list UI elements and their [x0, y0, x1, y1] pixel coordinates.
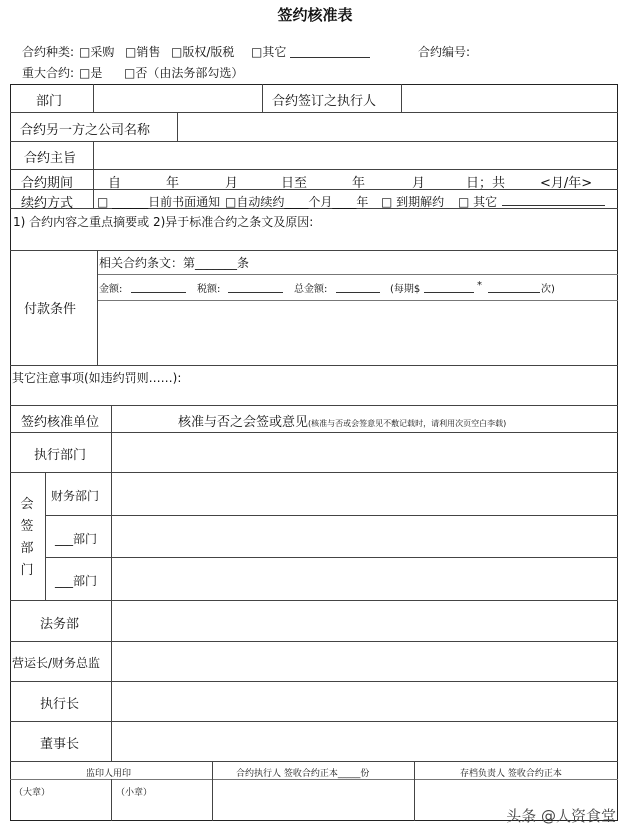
divider [97, 274, 618, 275]
archive-receipt-label: 存档负责人 签收合约正本 [460, 769, 562, 779]
divider [111, 405, 112, 761]
divider [10, 761, 618, 762]
countersign-char: 门 [20, 563, 34, 578]
legal-label: 法务部 [40, 617, 80, 632]
divider [10, 250, 618, 251]
executor-label: 合约签订之执行人 [272, 94, 377, 109]
divider [111, 779, 112, 821]
opinion-header-note: (核准与否或会签意见不敷记载时，请利用次页空白李载) [308, 419, 507, 428]
divider [10, 365, 618, 366]
divider [45, 557, 618, 558]
big-seal-label: （大章） [14, 788, 51, 798]
divider [10, 189, 618, 190]
countersign-char: 签 [20, 519, 34, 534]
summary-field[interactable] [12, 228, 616, 248]
renew-label: 续约方式 [21, 196, 74, 211]
divider [45, 472, 46, 600]
finance-dept-label: 财务部门 [51, 489, 100, 503]
period-day-total: 日；共 [466, 176, 506, 191]
coo-cfo-label: 营运长/财务总监 [12, 656, 101, 670]
page-title: 签约核准表 [277, 6, 353, 24]
divider [10, 432, 618, 433]
other-party-label: 合约另一方之公司名称 [20, 123, 151, 138]
period-month2: 月 [412, 176, 426, 191]
ceo-opinion-field[interactable] [113, 683, 616, 720]
chairman-opinion-field[interactable] [113, 723, 616, 760]
executor-receipt-label: 合约执行人 签收合约正本_____份 [236, 769, 370, 779]
major-no-checkbox[interactable]: □否（由法务部勾选） [124, 66, 244, 80]
countersign-char: 部 [20, 541, 34, 556]
multiply-sign: * [477, 280, 482, 291]
countersign-label [20, 494, 34, 582]
times-label: 次) [541, 284, 555, 295]
type-purchase-checkbox[interactable]: □采购 [79, 45, 115, 59]
contract-type-label: 合约种类: [22, 45, 75, 59]
divider [212, 761, 213, 821]
dept-label: 部门 [36, 94, 63, 109]
approval-unit-header: 签约核准单位 [21, 415, 100, 430]
divider [10, 641, 618, 642]
amount-field[interactable] [131, 292, 186, 293]
per-period-amount[interactable] [424, 292, 474, 293]
divider [10, 600, 618, 601]
small-seal-field[interactable] [113, 796, 211, 820]
seal-user-label: 监印人用印 [86, 769, 132, 779]
dept-field[interactable] [94, 86, 261, 111]
payment-notes-field[interactable] [98, 302, 616, 364]
total-label: 总金额: [294, 284, 328, 295]
tax-label: 税额: [197, 284, 221, 295]
ceo-label: 执行长 [40, 697, 80, 712]
summary-label: 1) 合约内容之重点摘要或 2)异于标准合约之条文及原因: [13, 215, 314, 229]
divider [10, 405, 618, 406]
big-seal-field[interactable] [12, 796, 110, 820]
countersign-char: 会 [20, 497, 34, 512]
contract-no-label: 合约编号: [418, 45, 471, 59]
opinion-header-text: 核准与否之会签或意见 [178, 415, 309, 430]
type-other-blank[interactable] [290, 57, 370, 58]
purpose-label: 合约主旨 [24, 151, 77, 166]
period-count-field[interactable] [488, 292, 540, 293]
divider [10, 472, 618, 473]
per-period-label: (每期$ [390, 284, 421, 295]
tax-field[interactable] [228, 292, 283, 293]
divider [45, 515, 618, 516]
divider [10, 721, 618, 722]
dept-blank1-opinion-field[interactable] [113, 517, 616, 556]
executor-field[interactable] [402, 86, 616, 111]
legal-opinion-field[interactable] [113, 602, 616, 640]
other-party-field[interactable] [178, 114, 616, 140]
period-year1: 年 [166, 176, 180, 191]
other-notes-label: 其它注意事项(如违约罚则……): [12, 371, 182, 385]
approval-opinion-header [178, 411, 506, 430]
total-field[interactable] [336, 292, 380, 293]
renew-expire-checkbox[interactable]: □ 到期解约 [381, 195, 445, 209]
period-month1: 月 [225, 176, 239, 191]
type-sales-checkbox[interactable]: □销售 [125, 45, 161, 59]
exec-dept-label: 执行部门 [34, 448, 87, 463]
exec-dept-opinion-field[interactable] [113, 434, 616, 471]
watermark: 头条 @人资食堂 [506, 807, 616, 825]
renew-other-checkbox[interactable]: □ 其它 [458, 195, 498, 209]
divider [97, 300, 618, 301]
dept-blank2-opinion-field[interactable] [113, 559, 616, 599]
divider [10, 169, 618, 170]
type-copyright-checkbox[interactable]: □版权/版税 [171, 45, 235, 59]
type-other-checkbox[interactable]: □其它 [251, 45, 287, 59]
period-year2: 年 [352, 176, 366, 191]
divider [10, 141, 618, 142]
period-label: 合约期间 [21, 176, 74, 191]
executor-signature-field[interactable] [214, 781, 413, 820]
renew-auto-checkbox[interactable]: □自动续约____个月____年 [225, 195, 369, 209]
renew-notice-checkbox[interactable]: □ ______日前书面通知 [97, 195, 221, 209]
related-clause: 相关合约条文：第_______条 [99, 256, 250, 270]
small-seal-label: （小章） [116, 788, 153, 798]
major-contract-label: 重大合约: [22, 66, 75, 80]
period-day-to: 日至 [281, 176, 308, 191]
purpose-field[interactable] [94, 143, 616, 168]
period-from: 自 [108, 176, 122, 191]
divider [414, 761, 415, 821]
divider [262, 84, 263, 112]
finance-opinion-field[interactable] [113, 474, 616, 514]
amount-label: 金额: [99, 284, 123, 295]
dept-blank2-label: ___部门 [55, 574, 98, 588]
chairman-label: 董事长 [40, 737, 80, 752]
major-yes-checkbox[interactable]: □是 [79, 66, 103, 80]
dept-blank1-label: ___部门 [55, 532, 98, 546]
payment-label: 付款条件 [24, 302, 77, 317]
renew-other-blank[interactable] [502, 205, 605, 206]
coo-cfo-opinion-field[interactable] [113, 643, 616, 680]
divider [10, 779, 618, 780]
period-unit: <月/年> [540, 176, 593, 191]
divider [10, 681, 618, 682]
divider [10, 112, 618, 113]
